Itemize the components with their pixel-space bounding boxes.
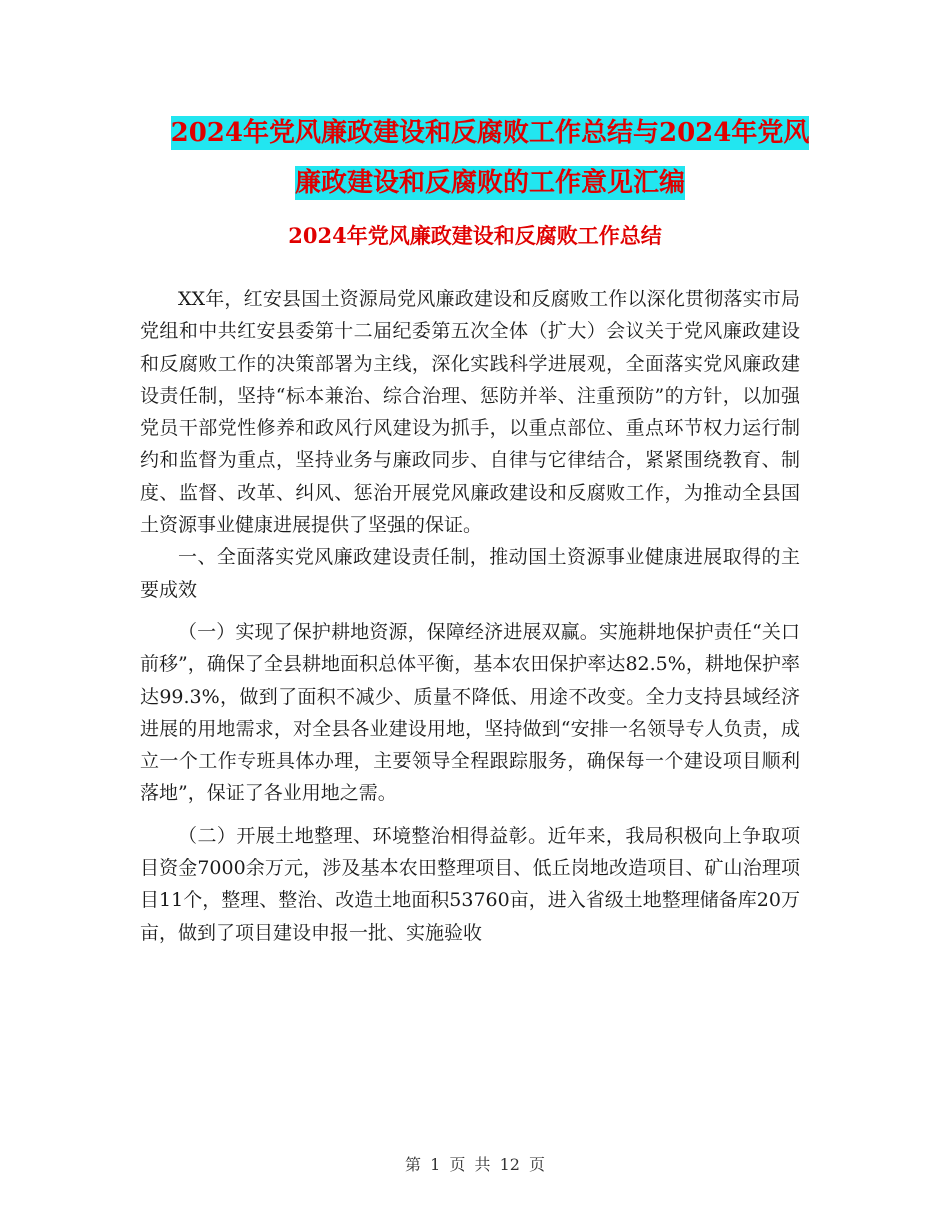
footer-total-prefix: 共 [474,1155,491,1174]
footer-page-unit: 页 [449,1155,466,1174]
footer-page-number: 1 [430,1155,441,1174]
main-title-line-2: 廉政建设和反腐败的工作意见汇编 [294,168,685,198]
section-title: 2024年党风廉政建设和反腐败工作总结 [288,223,662,248]
main-title [140,108,840,208]
main-title-line-1: 2024年党风廉政建设和反腐败工作总结与2024年党风 [170,118,810,148]
footer-prefix: 第 [404,1155,421,1174]
paragraph-intro: XX年，红安县国土资源局党风廉政建设和反腐败工作以深化贯彻落实市局党组和中共红安县委第十二届纪委第五次全体（扩大）会议关于党风廉政建设和反腐败工作的决策部署为主线，深化实践科学进展观，全面落实党风廉政建设责任制，坚持“标本兼治、综合治理、惩防并举、注重预防”的方针，以加强党员干部党性修养和政风行风建设为抓手，以重点部位、重点环节权力运行制约和监督为重点，坚持业务与廉政同步、自律与它律结合，紧紧围绕教育、制度、监督、改革、纠风、惩治开展党风廉政建设和反腐败工作，为推动全县国土资源事业健康进展提供了坚强的保证。 [140,288,800,537]
paragraph-item-2: （二）开展土地整理、环境整治相得益彰。近年来，我局积极向上争取项目资金7000余万元，涉及基本农田整理项目、低丘岗地改造项目、矿山治理项目11个，整理、整治、改造土地面积53760亩，进入省级土地整理储备库20万亩，做到了项目建设申报一批、实施验收 [140,824,800,944]
footer-total-pages: 12 [499,1155,520,1174]
paragraph-heading-1: 一、全面落实党风廉政建设责任制，推动国土资源事业健康进展取得的主要成效 [140,546,800,601]
page-footer [0,1153,950,1177]
body-text [140,283,800,949]
paragraph-item-1: （一）实现了保护耕地资源，保障经济进展双赢。实施耕地保护责任“关口前移”，确保了全县耕地面积总体平衡，基本农田保护率达82.5%，耕地保护率达99.3%，做到了面积不减少、质量不降低、用途不改变。全力支持县域经济进展的用地需求，对全县各业建设用地，坚持做到“安排一名领导专人负责，成立一个工作专班具体办理，主要领导全程跟踪服务，确保每一个建设项目顺利落地”，保证了各业用地之需。 [140,620,800,805]
footer-total-unit: 页 [529,1155,546,1174]
